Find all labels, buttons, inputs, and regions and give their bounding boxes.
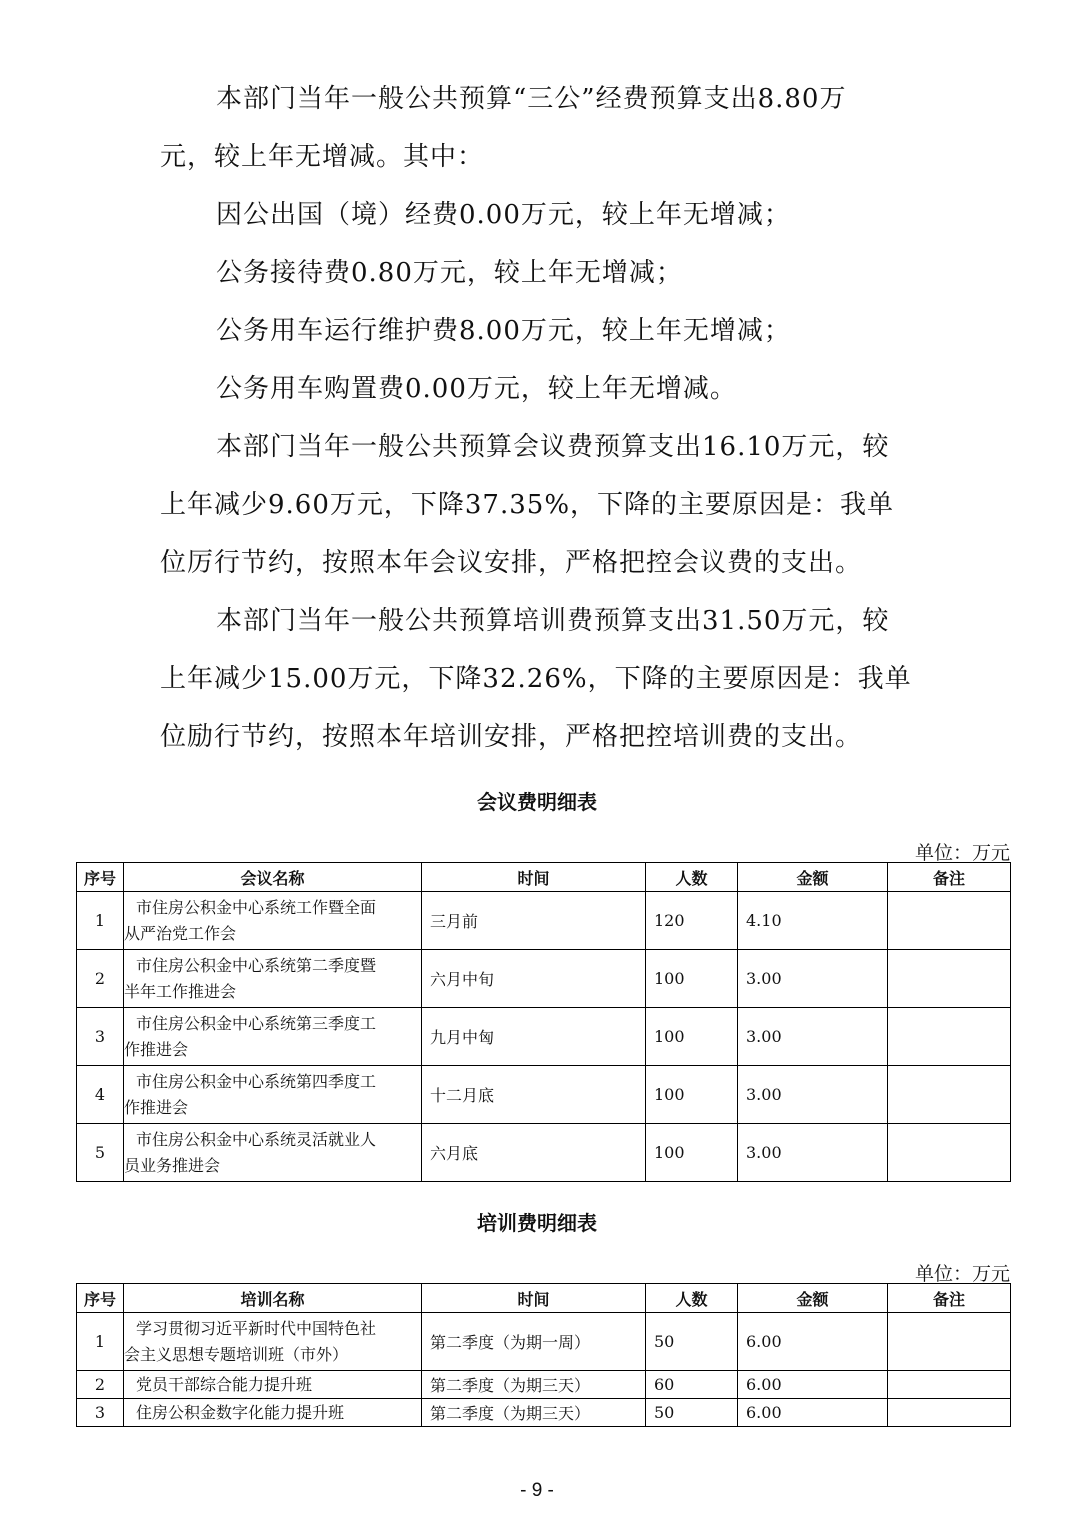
header-no: 序号: [77, 1284, 124, 1313]
cell-name: [124, 1313, 422, 1371]
cell-time: 九月中匈: [422, 1008, 646, 1066]
table-row: [77, 892, 1011, 950]
cell-note: [888, 1313, 1011, 1371]
cell-people: 100: [646, 1066, 738, 1124]
cell-note: [888, 892, 1011, 950]
table-header-row: [77, 1284, 1011, 1313]
cell-people: 50: [646, 1313, 738, 1371]
paragraph-line: 上年减少9.60万元，下降37.35%，下降的主要原因是：我单: [160, 490, 895, 520]
cell-time: 六月底: [422, 1124, 646, 1182]
cell-people: 120: [646, 892, 738, 950]
header-amount: 金额: [738, 863, 888, 892]
table-row: [77, 1313, 1011, 1371]
cell-name-line: 员业务推进会: [124, 1155, 221, 1175]
header-name: 会议名称: [124, 863, 422, 892]
header-time: 时间: [422, 863, 646, 892]
cell-note: [888, 950, 1011, 1008]
cell-amount: 6.00: [738, 1399, 888, 1427]
cell-people: 100: [646, 950, 738, 1008]
paragraph-line: 本部门当年一般公共预算会议费预算支出16.10万元，较: [216, 432, 890, 462]
cell-name-line: 市住房公积金中心系统第四季度工: [136, 1071, 377, 1091]
header-name: 培训名称: [124, 1284, 422, 1313]
cell-name-line: 会主义思想专题培训班（市外）: [124, 1344, 349, 1364]
header-amount: 金额: [738, 1284, 888, 1313]
meeting-table-caption: 会议费明细表: [477, 790, 597, 814]
cell-amount: 3.00: [738, 950, 888, 1008]
cell-people: 100: [646, 1008, 738, 1066]
paragraph-line: 本部门当年一般公共预算培训费预算支出31.50万元，较: [216, 606, 890, 636]
paragraph-line: 上年减少15.00万元，下降32.26%，下降的主要原因是：我单: [160, 664, 912, 694]
table-row: [77, 1066, 1011, 1124]
cell-time: 三月前: [422, 892, 646, 950]
cell-name: [124, 950, 422, 1008]
cell-no: 3: [77, 1008, 124, 1066]
header-people: 人数: [646, 863, 738, 892]
cell-amount: 3.00: [738, 1124, 888, 1182]
meeting-table: [76, 862, 1011, 1182]
paragraph-line: 公务接待费0.80万元，较上年无增减；: [216, 258, 683, 288]
paragraph-line: 公务用车运行维护费8.00万元，较上年无增减；: [216, 316, 791, 346]
paragraph-line: 元，较上年无增减。其中：: [160, 142, 485, 172]
table-row: [77, 1371, 1011, 1399]
cell-amount: 3.00: [738, 1008, 888, 1066]
cell-note: [888, 1124, 1011, 1182]
page-number: - 9 -: [520, 1480, 554, 1501]
table-row: [77, 1124, 1011, 1182]
cell-no: 4: [77, 1066, 124, 1124]
table-row: [77, 950, 1011, 1008]
paragraph-line: 公务用车购置费0.00万元，较上年无增减。: [216, 374, 737, 404]
training-table-unit: 单位：万元: [914, 1263, 1010, 1285]
table-header-row: [77, 863, 1011, 892]
header-note: 备注: [888, 863, 1011, 892]
cell-name: [124, 1399, 422, 1427]
paragraph-line: 位厉行节约，按照本年会议安排，严格把控会议费的支出。: [160, 548, 863, 578]
table-row: [77, 1399, 1011, 1427]
cell-name-line: 市住房公积金中心系统工作暨全面: [136, 897, 377, 917]
paragraph-line: 本部门当年一般公共预算“三公”经费预算支出8.80万: [216, 84, 847, 114]
cell-time: 第二季度（为期三天）: [422, 1399, 646, 1427]
paragraph-line: 位励行节约，按照本年培训安排，严格把控培训费的支出。: [160, 722, 863, 752]
cell-note: [888, 1066, 1011, 1124]
cell-people: 60: [646, 1371, 738, 1399]
cell-note: [888, 1399, 1011, 1427]
cell-no: 1: [77, 892, 124, 950]
cell-people: 50: [646, 1399, 738, 1427]
cell-no: 2: [77, 950, 124, 1008]
cell-name-line: 作推进会: [124, 1097, 189, 1117]
cell-no: 5: [77, 1124, 124, 1182]
cell-time: 十二月底: [422, 1066, 646, 1124]
cell-no: 2: [77, 1371, 124, 1399]
header-no: 序号: [77, 863, 124, 892]
cell-people: 100: [646, 1124, 738, 1182]
header-note: 备注: [888, 1284, 1011, 1313]
training-table-caption: 培训费明细表: [477, 1211, 597, 1235]
header-time: 时间: [422, 1284, 646, 1313]
paragraph-line: 因公出国（境）经费0.00万元，较上年无增减；: [216, 200, 791, 230]
cell-name-line: 党员干部综合能力提升班: [136, 1374, 313, 1394]
cell-time: 六月中旬: [422, 950, 646, 1008]
cell-note: [888, 1008, 1011, 1066]
meeting-table-unit: 单位：万元: [914, 842, 1010, 864]
cell-name-line: 市住房公积金中心系统第三季度工: [136, 1013, 377, 1033]
cell-name-line: 学习贯彻习近平新时代中国特色社: [136, 1318, 377, 1338]
cell-name-line: 从严治党工作会: [124, 923, 237, 943]
cell-time: 第二季度（为期一周）: [422, 1313, 646, 1371]
cell-no: 3: [77, 1399, 124, 1427]
cell-note: [888, 1371, 1011, 1399]
cell-amount: 3.00: [738, 1066, 888, 1124]
cell-no: 1: [77, 1313, 124, 1371]
cell-name: [124, 1008, 422, 1066]
cell-name: [124, 892, 422, 950]
cell-amount: 6.00: [738, 1313, 888, 1371]
cell-name: [124, 1066, 422, 1124]
cell-name-line: 市住房公积金中心系统灵活就业人: [136, 1129, 377, 1149]
cell-name-line: 住房公积金数字化能力提升班: [136, 1402, 345, 1422]
cell-name: [124, 1371, 422, 1399]
cell-amount: 4.10: [738, 892, 888, 950]
cell-time: 第二季度（为期三天）: [422, 1371, 646, 1399]
cell-name-line: 半年工作推进会: [124, 981, 237, 1001]
cell-name: [124, 1124, 422, 1182]
table-row: [77, 1008, 1011, 1066]
cell-name-line: 作推进会: [124, 1039, 189, 1059]
header-people: 人数: [646, 1284, 738, 1313]
cell-name-line: 市住房公积金中心系统第二季度暨: [136, 955, 377, 975]
cell-amount: 6.00: [738, 1371, 888, 1399]
training-table: [76, 1283, 1011, 1427]
